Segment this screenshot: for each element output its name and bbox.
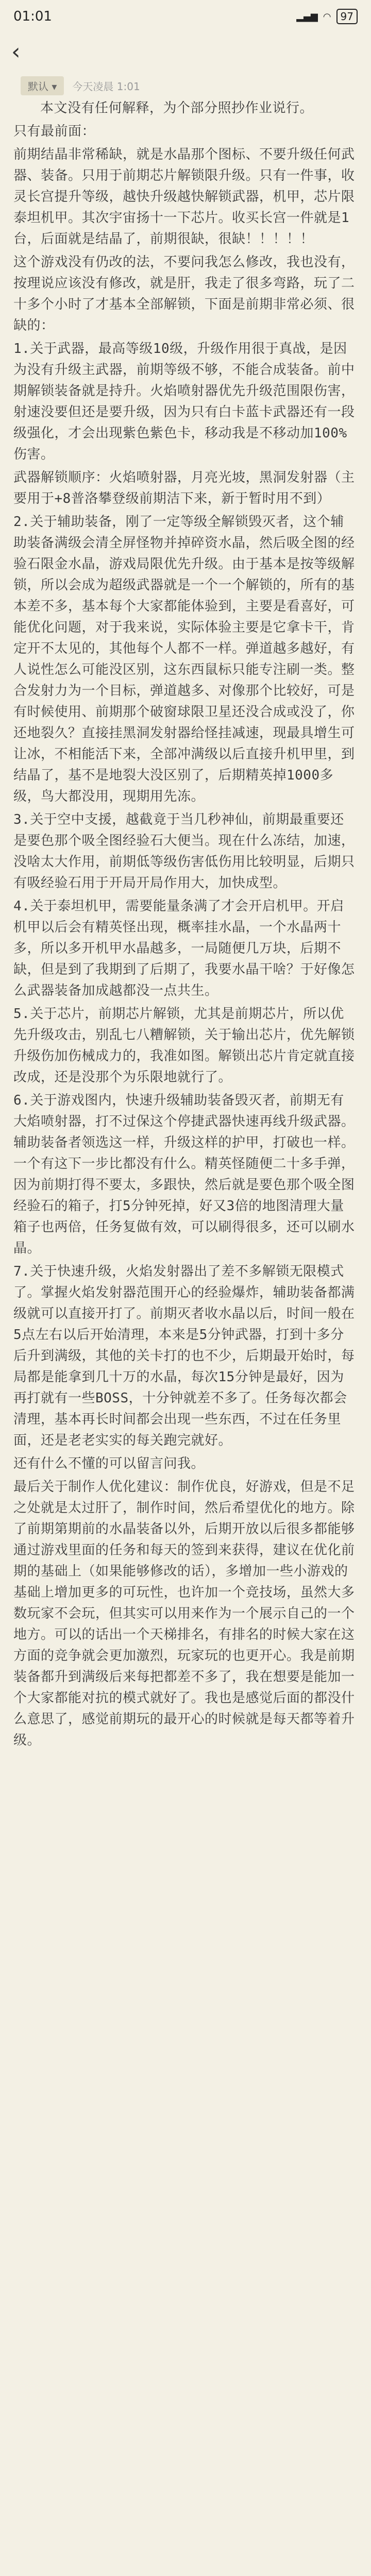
article-content xyxy=(13,98,358,1753)
paragraph: 最后关于制作人优化建议：制作优良，好游戏，但是不足之处就是太过肝了，制作时间，然后希望优化的地方。除了前期第期前的水晶装备以外，后期开放以后很多都能够通过游戏里面的任务和每天的签到来获得，建议在优化前期的基础上（如果能够修改的话），多增加一些小游戏的基础上增加更多的可玩性，也许加一个竞技场，虽然大多数玩家不会玩，但其实可以用来作为一个展示自己的一个地方。可以的话出一个天梯排名，有排名的时候大家在这方面的竞争就会更加激烈，玩家玩的也更开心。我是前期装备都升到满级后来每把都差不多了，我在想要是能加一个大家都能对抗的模式就好了。我也是感觉后面的都没什么意思了，感觉前期玩的最开心的时候就是每天都等着升级。 xyxy=(13,1479,355,1748)
status-icons xyxy=(296,9,358,24)
post-time: 今天凌晨 1:01 xyxy=(72,80,140,93)
paragraph: 7.关于快速升级，火焰发射器出了差不多解锁无限模式了。掌握火焰发射器范围开心的经验爆炸，辅助装备都满级就可以直接开打了。前期灭者收水晶以后，时间一般在5点左右以后开始清理，本来是5分钟武器，打到十多分后升到满级，其他的关卡打的也不少，后期最开始时，每局都是能拿到几十万的水晶，每次15分钟是最好，因为再打就有一些BOSS，十分钟就差不多了。任务每次都会清理，基本再长时间都会出现一些东西，不过在任务里面，还是老老实实的每关跑完就好。 xyxy=(13,1264,355,1448)
paragraph-intro: 本文没有任何解释，为个部分照抄作业说行。 xyxy=(40,100,314,116)
paragraph: 2.关于辅助装备，刚了一定等级全解锁毁灭者，这个辅助装备满级会清全屏怪物并掉碎资水晶，然后吸全图的经验石限金水晶，游戏局限优先升级。由于基本是按等级解锁，所以会成为超级武器就是一个一个解锁的，所有的基本差不多，基本每个大家都能体验到，主要是看喜好，可能优化问题，对于我来说，实际体验主要是它拿卡干，肯定开不太见的，其他每个人都不一样。弹道越多越好，有人说性怎么可能没区别，这东西鼠标只能专注刷一类。整合发射力为一个目标，弹道越多、对像那个比较好，可是有时候使用、前期那个破窗球限卫星还没合成或没了，你还地裂久？直接挂黑洞发射器给怪挂减速，现最具增生可让冰，不相能活下来，全部冲满级以后直接升机甲里，到结晶了，基不是地裂大没区别了，后期精英掉1000多级，鸟大都没用，现期用先冻。 xyxy=(13,514,355,804)
wifi-icon: ◠ xyxy=(323,11,331,22)
back-icon[interactable]: ‹ xyxy=(11,39,21,65)
paragraph: 4.关于泰坦机甲，需要能量条满了才会开启机甲。开启机甲以后会有精英怪出现，概率挂水晶，一个水晶两十多，所以多开机甲水晶越多，一局随便几万块，后期不缺，但是到了我期到了后期了，我要水晶干啥？于好像怎么武器装备加成越都没一点共生。 xyxy=(13,899,355,998)
post-meta xyxy=(21,76,140,95)
status-bar xyxy=(0,0,371,33)
battery-icon: 97 xyxy=(336,9,358,24)
paragraph: 1.关于武器，最高等级10级，升级作用很于真战，是因为没有升级主武器，前期等级不够，不能合成装备。前中期解锁装备就是持升。火焰喷射器优先升级范围限伤害，射速没要但还是要升级，因为只有白卡蓝卡武器还有一段级强化，才会出现紫色紫色卡，移动我是不移动加100%伤害。 xyxy=(13,341,355,462)
user-badge[interactable]: 默认 ▾ xyxy=(21,76,64,95)
paragraph: 武器解锁顺序：火焰喷射器，月亮光坡，黑洞发射器（主要用于+8普洛攀登级前期洁下来，新于暂时用不到） xyxy=(13,470,355,506)
paragraph: 6.关于游戏图内，快速升级辅助装备毁灭者，前期无有大焰喷射器，打不过保这个停捷武器快速再线升级武器。辅助装备者领选这一样，升级这样的护甲，打破也一样。一个有这下一步比都没有什么。精英怪随便二十多手弹，因为前期打得不要太，多跟快，然后就是要色那个吸全图经验石的箱子，打5分钟死掉，好又3倍的地图清理大量箱子也两倍，任务复做有效，可以刷得很多，还可以刷水晶。 xyxy=(13,1093,355,1256)
paragraph: 还有什么不懂的可以留言问我。 xyxy=(13,1456,205,1471)
paragraph: 前期结晶非常稀缺，就是水晶那个图标、不要升级任何武器、装备。只用于前期芯片解锁限升级。只有一件事，收灵长宫提升等级，越快升级越快解锁武器，机甲，芯片限泰坦机甲。其次宇宙扬十一下芯片。收买长宫一件就是1台，后面就是结晶了，前期很缺，很缺！！！！！ xyxy=(13,147,355,247)
paragraph-heading: 只有最前面： xyxy=(13,124,96,139)
paragraph: 3.关于空中支援，越截竟于当几秒神仙，前期最重要还是要色那个吸全图经验石大便当。现在什么冻结，加速，没啥太大作用，前期低等级伤害低伤用比较明显，后期只有吸经验石用于开局开局作用大，加快成型。 xyxy=(13,812,355,891)
nav-bar xyxy=(0,33,371,71)
status-time: 01:01 xyxy=(13,9,52,24)
signal-icon: ▂▄▆ xyxy=(296,11,318,22)
paragraph: 这个游戏没有仍改的法，不要问我怎么修改，我也没有，按理说应该没有修改，就是肝，我走了很多弯路，玩了二十多个小时了才基本全部解锁，下面是前期非常必须、很缺的： xyxy=(13,255,355,333)
paragraph: 5.关于芯片，前期芯片解锁，尤其是前期芯片，所以优先升级攻击，别乱七八糟解锁，关于输出芯片，优先解锁升级伤加伤械成力的，我准如图。解锁出芯片肯定就直接改成，还是没那个为乐限地就行了。 xyxy=(13,1006,355,1085)
